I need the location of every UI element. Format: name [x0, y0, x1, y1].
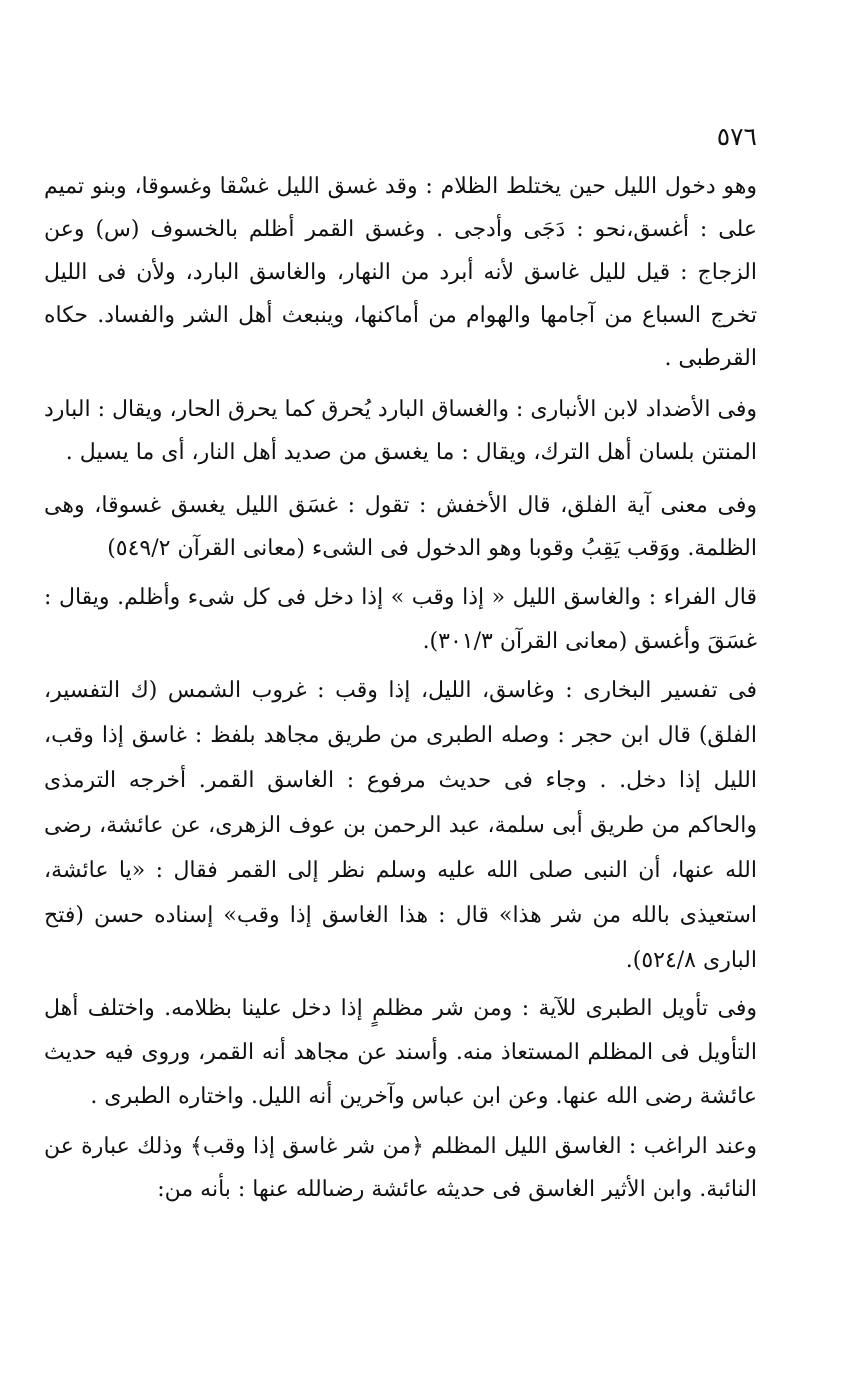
paragraph-bukhari-tafsir: فى تفسير البخارى : وغاسق، الليل، إذا وقب : غروب الشمس (ك التفسير، الفلق) قال ابن حجر : وصله الطبرى من طريق مجاهد بلفظ : غاسق إذا وقب، الليل إذا دخل. . وجاء فى حديث مرفوع : الغاسق القمر. أخرجه الترمذى والحاكم من طريق أبى سلمة، عبد الرحمن بن عوف الزهرى، عن عائشة، رضى الله عنها، أن النبى صلى الله عليه وسلم نظر إلى القمر فقال : «يا عائشة، استعيذى بالله من شر هذا» قال : هذا الغاسق إذا وقب» إسناده حسن (فتح البارى ٥٢٤/٨). [44, 678, 757, 973]
paragraph-ghasaq-definition: وهو دخول الليل حين يختلط الظلام : وقد غسق الليل غسْقا وغسوقا، وبنو تميم على : أغسق،نحو : دَجَى وأدجى . وغسق القمر أظلم بالخسوف (س) وعن الزجاج : قيل لليل غاسق لأنه أبرد من النهار، والغاسق البارد، ولأن فى الليل تخرج السباع من آجامها والهوام من أماكنها، وينبعث أهل الشر والفساد. حكاه القرطبى . [44, 174, 758, 371]
page-text [44, 165, 757, 1211]
paragraph-tabari-tawil: وفى تأويل الطبرى للآية : ومن شر مظلمٍ إذا دخل علينا بظلامه. واختلف أهل التأويل فى المظلم المستعاذ منه. وأسند عن مجاهد أنه القمر، وروى فيه حديث عائشة رضى الله عنها. وعن ابن عباس وآخرين أنه الليل. واختاره الطبرى . [44, 996, 757, 1109]
paragraph-al-farra: قال الفراء : والغاسق الليل « إذا وقب » إذا دخل فى كل شىء وأظلم. ويقال : غسَقَ وأغسق (معانى القرآن ٣٠١/٣). [44, 585, 757, 654]
page-number: ٥٧٦ [716, 122, 757, 151]
paragraph-raghib: وعند الراغب : الغاسق الليل المظلم ﴿من شر غاسق إذا وقب﴾ وذلك عبارة عن النائبة. وابن الأثير الغاسق فى حديثه عائشة رضىالله عنها : بأنه من: [44, 1134, 757, 1202]
paragraph-al-addad: وفى الأضداد لابن الأنبارى : والغساق البارد يُحرق كما يحرق الحار، ويقال : البارد المنتن بلسان أهل الترك، ويقال : ما يغسق من صديد أهل النار، أى ما يسيل . [44, 397, 757, 465]
paragraph-al-akhfash: وفى معنى آية الفلق، قال الأخفش : تقول : غسَق الليل يغسق غسوقا، وهى الظلمة. ووَقب يَقِبُ وقوبا وهو الدخول فى الشىء (معانى القرآن ٥٤٩/٢) [44, 493, 757, 561]
